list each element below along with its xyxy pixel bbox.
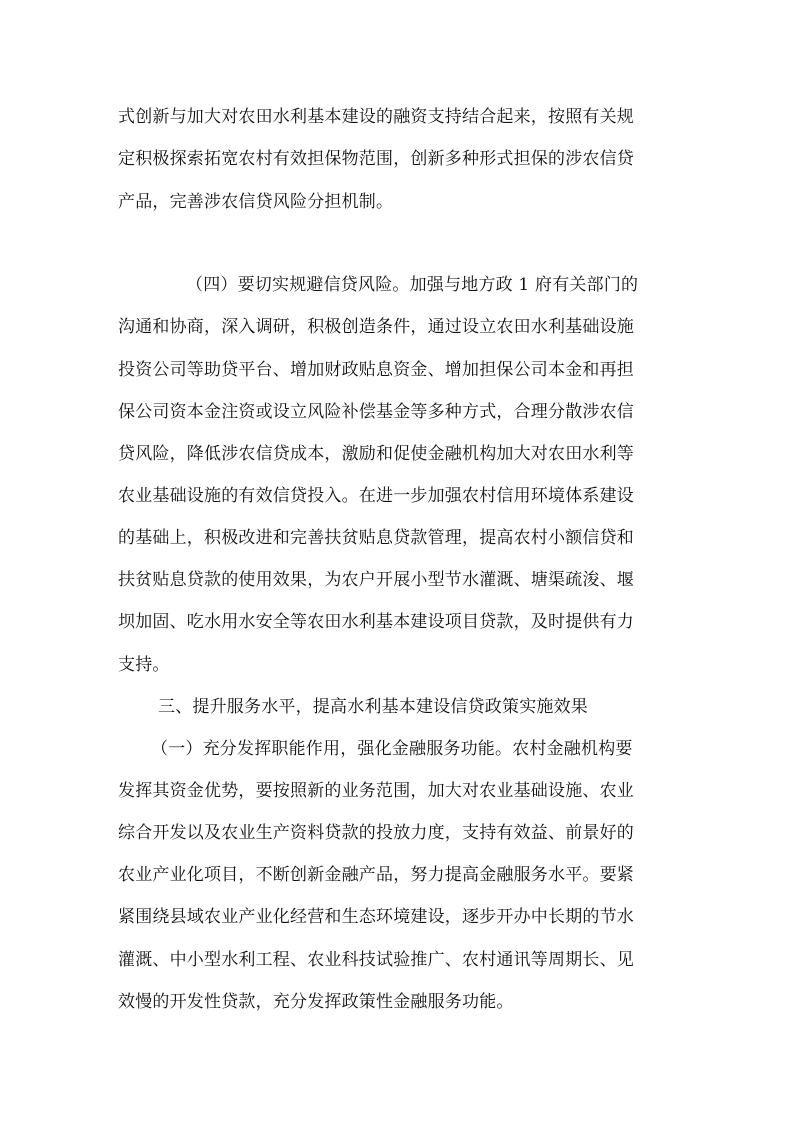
- text-line-7: 保公司资本金注资或设立风险补偿基金等多种方式，合理分散涉农信: [118, 402, 634, 422]
- text-line-8: 贷风险，降低涉农信贷成本，激励和促使金融机构加大对农田水利等: [118, 444, 634, 464]
- text-line-17: 综合开发以及农业生产资料贷款的投放力度，支持有效益、前景好的: [118, 823, 634, 843]
- text-line-21: 效慢的开发性贷款，充分发挥政策性金融服务功能。: [118, 992, 514, 1012]
- text-line-4: （四）要切实规避信贷风险。加强与地方政 1 府有关部门的: [186, 275, 639, 295]
- text-line-6: 投资公司等助贷平台、增加财政贴息资金、增加担保公司本金和再担: [118, 360, 634, 380]
- text-line-5: 沟通和协商，深入调研，积极创造条件，通过设立农田水利基础设施: [118, 317, 634, 337]
- text-line-10: 的基础上，积极改进和完善扶贫贴息贷款管理，提高农村小额信贷和: [118, 528, 634, 548]
- text-line-18: 农业产业化项目，不断创新金融产品，努力提高金融服务水平。要紧: [118, 865, 634, 885]
- text-line-19: 紧围绕县域农业产业化经营和生态环境建设，逐步开办中长期的节水: [118, 907, 634, 927]
- text-line-15: （一）充分发挥职能作用，强化金融服务功能。农村金融机构要: [151, 739, 633, 759]
- text-line-13: 支持。: [118, 655, 170, 675]
- text-line-11: 扶贫贴息贷款的使用效果，为农户开展小型节水灌溉、塘渠疏浚、堰: [118, 570, 634, 590]
- text-line-1: 式创新与加大对农田水利基本建设的融资支持结合起来，按照有关规: [118, 107, 634, 127]
- text-line-3: 产品，完善涉农信贷风险分担机制。: [118, 192, 394, 212]
- text-line-16: 发挥其资金优势，要按照新的业务范围，加大对农业基础设施、农业: [118, 781, 634, 801]
- text-line-9: 农业基础设施的有效信贷投入。在进一步加强农村信用环境体系建设: [118, 486, 634, 506]
- text-line-20: 灌溉、中小型水利工程、农业科技试验推广、农村通讯等周期长、见: [118, 950, 634, 970]
- section-heading: 三、提升服务水平，提高水利基本建设信贷政策实施效果: [158, 697, 588, 717]
- text-line-2: 定积极探索拓宽农村有效担保物范围，创新多种形式担保的涉农信贷: [118, 149, 634, 169]
- text-line-12: 坝加固、吃水用水安全等农田水利基本建设项目贷款，及时提供有力: [118, 612, 634, 632]
